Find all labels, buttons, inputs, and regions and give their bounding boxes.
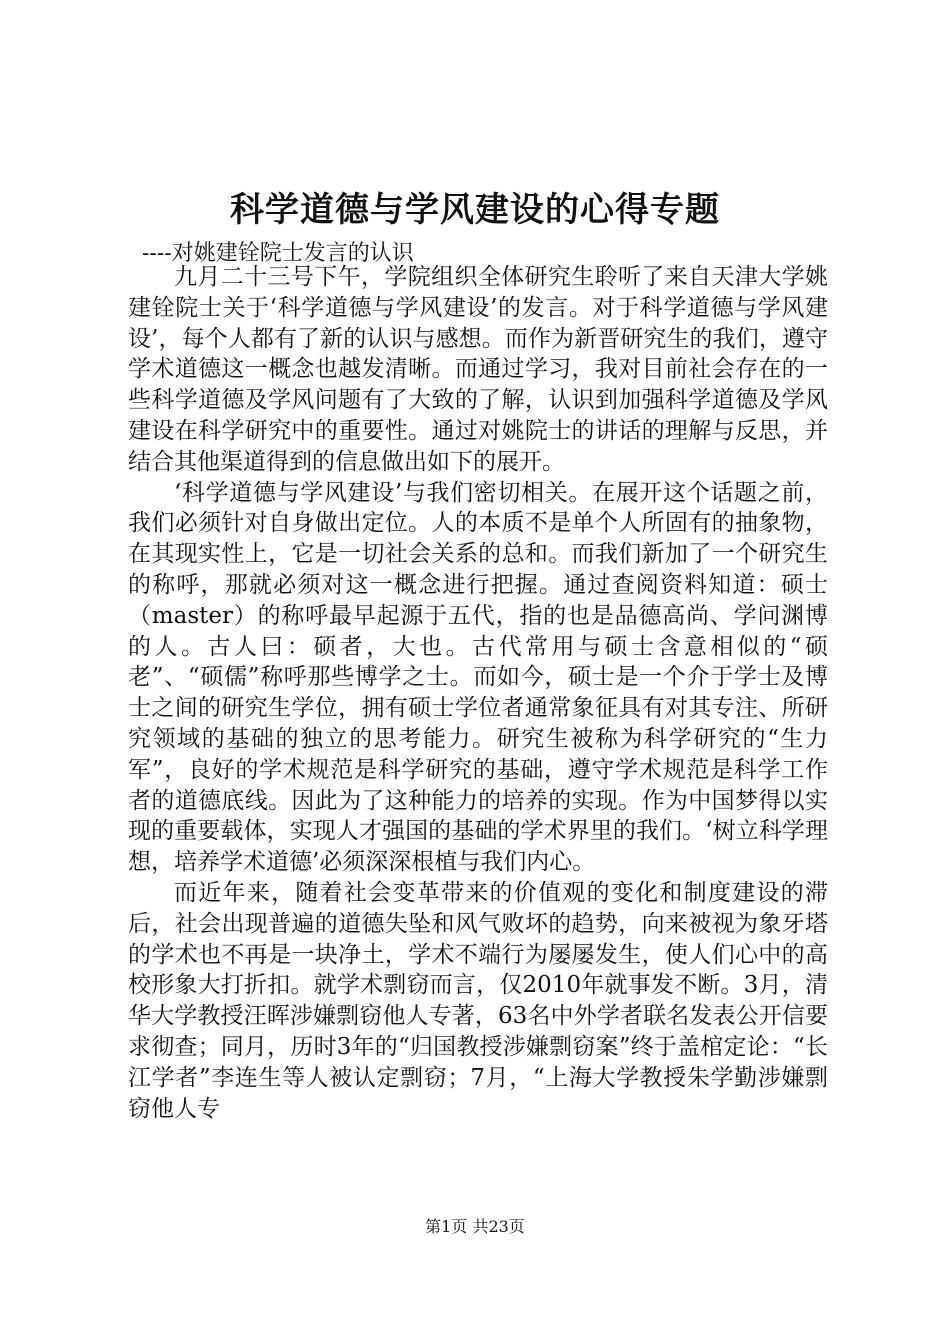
- document-subtitle: ----对姚建铨院士发言的认识: [142, 241, 414, 266]
- paragraph-1: 九月二十三号下午，学院组织全体研究生聆听了来自天津大学姚建铨院士关于‘科学道德与学风建设’的发言。对于科学道德与学风建设’，每个人都有了新的认识与感想。而作为新晋研究生的我们，遵守学术道德这一概念也越发清晰。而通过学习，我对目前社会存在的一些科学道德及学风问题有了大致的了解，认识到加强科学道德及学风建设在科学研究中的重要性。通过对姚院士的讲话的理解与反思，并结合其他渠道得到的信息做出如下的展开。: [128, 264, 828, 475]
- page-number-footer: 第1页 共23页: [425, 1217, 525, 1236]
- document-body: [128, 262, 828, 1124]
- paragraph-2: ‘科学道德与学风建设’与我们密切相关。在展开这个话题之前，我们必须针对自身做出定位。人的本质不是单个人所固有的抽象物，在其现实性上，它是一切社会关系的总和。而我们新加了一个研究生的称呼，那就必须对这一概念进行把握。通过查阅资料知道：硕士（master）的称呼最早起源于五代，指的也是品德高尚、学问渊博的人。古人曰：硕者，大也。古代常用与硕士含意相似的“硕老”、“硕儒”称呼那些博学之士。而如今，硕士是一个介于学士及博士之间的研究生学位，拥有硕士学位者通常象征具有对其专注、所研究领域的基础的独立的思考能力。研究生被称为科学研究的“生力军”，良好的学术规范是科学研究的基础，遵守学术规范是科学工作者的道德底线。因此为了这种能力的培养的实现。作为中国梦得以实现的重要载体，实现人才强国的基础的学术界里的我们。‘树立科学理想，培养学术道德’必须深深根植与我们内心。: [128, 479, 828, 876]
- paragraph-3: 而近年来，随着社会变革带来的价值观的变化和制度建设的滞后，社会出现普遍的道德失坠和风气败坏的趋势，向来被视为象牙塔的学术也不再是一块净土，学术不端行为屡屡发生，使人们心中的高校形象大打折扣。就学术剽窃而言，仅2010年就事发不断。3月，清华大学教授汪晖涉嫌剽窃他人专著，63名中外学者联名发表公开信要求彻查；同月，历时3年的“归国教授涉嫌剽窃案”终于盖棺定论：“长江学者”李连生等人被认定剽窃；7月，“上海大学教授朱学勤涉嫌剽窃他人专: [128, 879, 828, 1122]
- document-title: 科学道德与学风建设的心得专题: [230, 190, 720, 230]
